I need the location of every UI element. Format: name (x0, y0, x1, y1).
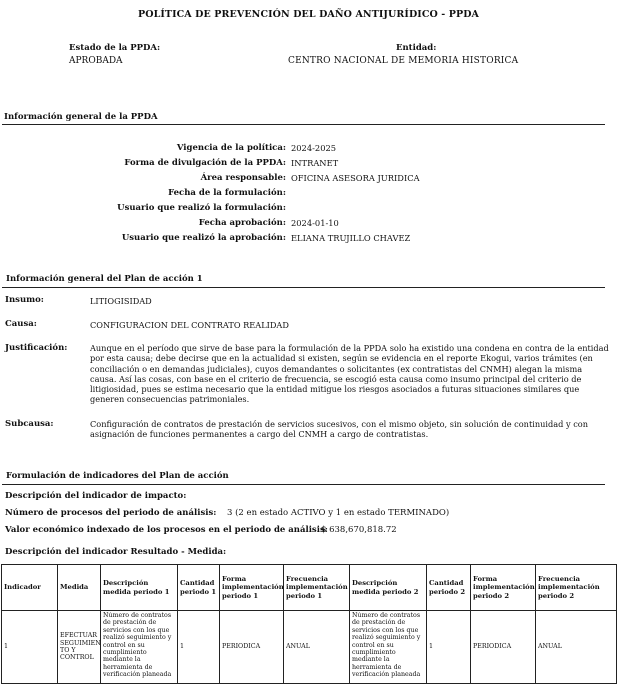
divulgacion-value: INTRANET (291, 158, 339, 168)
subcausa-label: Subcausa: (5, 419, 54, 429)
col-frecuencia-p1: Frecuencia implementación periodo 1 (284, 565, 350, 611)
table-row (2, 611, 617, 684)
formulacion-heading: Formulación de indicadores del Plan de acción (6, 471, 229, 481)
col-cantidad-p1: Cantidad periodo 1 (178, 565, 220, 611)
insumo-value: LITIOGISIDAD (90, 296, 152, 306)
cell-forma-p1: PERIODICA (220, 611, 284, 684)
cell-forma-p2: PERIODICA (471, 611, 536, 684)
plan-heading: Información general del Plan de acción 1 (6, 274, 203, 284)
vigencia-value: 2024-2025 (291, 143, 337, 153)
justificacion-value: Aunque en el período que sirve de base para la formulación de la PPDA solo ha existido una condena en contra de la entidad por esta causa; debe decirse que en la actualidad si existen, según se evidencia en el reporte Ekogui, varios trámites (en conciliación o en demandas judiciales), cuyos demandantes o solicitantes (ex contratistas del CNMH) alegan la misma causa. Así las cosas, con base en el criterio de frecuencia, se escogió esta causa como insumo principal del criterio de litigiosidad, pues se estima necesario que la entidad mitigue los riesgos asociados a futuras situaciones similares que generen consecuencias patrimoniales. (90, 343, 609, 405)
col-forma-p1: Forma implementación periodo 1 (220, 565, 284, 611)
usuario-aprobacion-value: ELIANA TRUJILLO CHAVEZ (291, 233, 411, 243)
valor-label: Valor económico indexado de los procesos en el periodo de análisis: (5, 525, 328, 535)
fecha-formulacion-label: Fecha de la formulación: (168, 188, 286, 198)
divulgacion-label: Forma de divulgación de la PPDA: (124, 158, 286, 168)
area-value: OFICINA ASESORA JURIDICA (291, 173, 420, 183)
vigencia-label: Vigencia de la política: (176, 143, 286, 153)
col-cantidad-p2: Cantidad periodo 2 (427, 565, 471, 611)
justificacion-label: Justificación: (5, 343, 68, 353)
impacto-heading: Descripción del indicador de impacto: (5, 491, 187, 501)
section-divider (2, 484, 605, 485)
cell-medida: EFECTUAR SEGUIMIEN TO Y CONTROL (58, 611, 101, 684)
entidad-value: CENTRO NACIONAL DE MEMORIA HISTORICA (288, 56, 519, 66)
cell-frecuencia-p1: ANUAL (284, 611, 350, 684)
causa-label: Causa: (5, 319, 37, 329)
cell-indicador: 1 (2, 611, 58, 684)
cell-text: Número de contratos de prestación de servicios con los que realizó seguimiento y control en su cumplimiento mediante la herramienta de verificación planeada (103, 612, 172, 679)
resultado-heading: Descripción del indicador Resultado - Medida: (5, 547, 227, 557)
section-divider (2, 124, 605, 125)
estado-value: APROBADA (69, 56, 123, 66)
table-header-row (2, 565, 617, 611)
cell-text: Número de contratos de prestación de servicios con los que realizó seguimiento y control en su cumplimiento mediante la herramienta de verificación planeada (352, 612, 421, 679)
procesos-label: Número de procesos del periodo de análisis: (5, 508, 217, 518)
col-frecuencia-p2: Frecuencia implementación periodo 2 (536, 565, 617, 611)
col-medida: Medida (58, 565, 101, 611)
valor-value: $ 638,670,818.72 (321, 525, 397, 535)
col-descripcion-p1: Descripción medida periodo 1 (101, 565, 178, 611)
page-title: POLÍTICA DE PREVENCIÓN DEL DAÑO ANTIJURÍDICO - PPDA (137, 9, 480, 20)
indicator-table (1, 564, 617, 684)
cell-descripcion-p2 (350, 611, 427, 684)
section-divider (2, 287, 605, 288)
causa-value: CONFIGURACION DEL CONTRATO REALIDAD (90, 320, 289, 330)
estado-label: Estado de la PPDA: (69, 43, 161, 53)
entidad-label: Entidad: (396, 43, 437, 53)
usuario-formulacion-label: Usuario que realizó la formulación: (117, 203, 286, 213)
procesos-value: 3 (2 en estado ACTIVO y 1 en estado TERMINADO) (227, 508, 450, 518)
cell-cantidad-p1: 1 (178, 611, 220, 684)
cell-frecuencia-p2: ANUAL (536, 611, 617, 684)
info-general-heading: Información general de la PPDA (4, 112, 158, 122)
subcausa-value: Configuración de contratos de prestación de servicios sucesivos, con el mismo objeto, sin solución de continuidad y con asignación de funciones permanentes a cargo del CNMH a cargo de contratistas. (90, 419, 588, 440)
col-forma-p2: Forma implementación periodo 2 (471, 565, 536, 611)
col-indicador: Indicador (2, 565, 58, 611)
cell-cantidad-p2: 1 (427, 611, 471, 684)
insumo-label: Insumo: (5, 295, 44, 305)
cell-descripcion-p1 (101, 611, 178, 684)
fecha-aprobacion-label: Fecha aprobación: (198, 218, 286, 228)
usuario-aprobacion-label: Usuario que realizó la aprobación: (121, 233, 286, 243)
area-label: Área responsable: (200, 173, 286, 183)
col-descripcion-p2: Descripción medida periodo 2 (350, 565, 427, 611)
fecha-aprobacion-value: 2024-01-10 (291, 218, 339, 228)
